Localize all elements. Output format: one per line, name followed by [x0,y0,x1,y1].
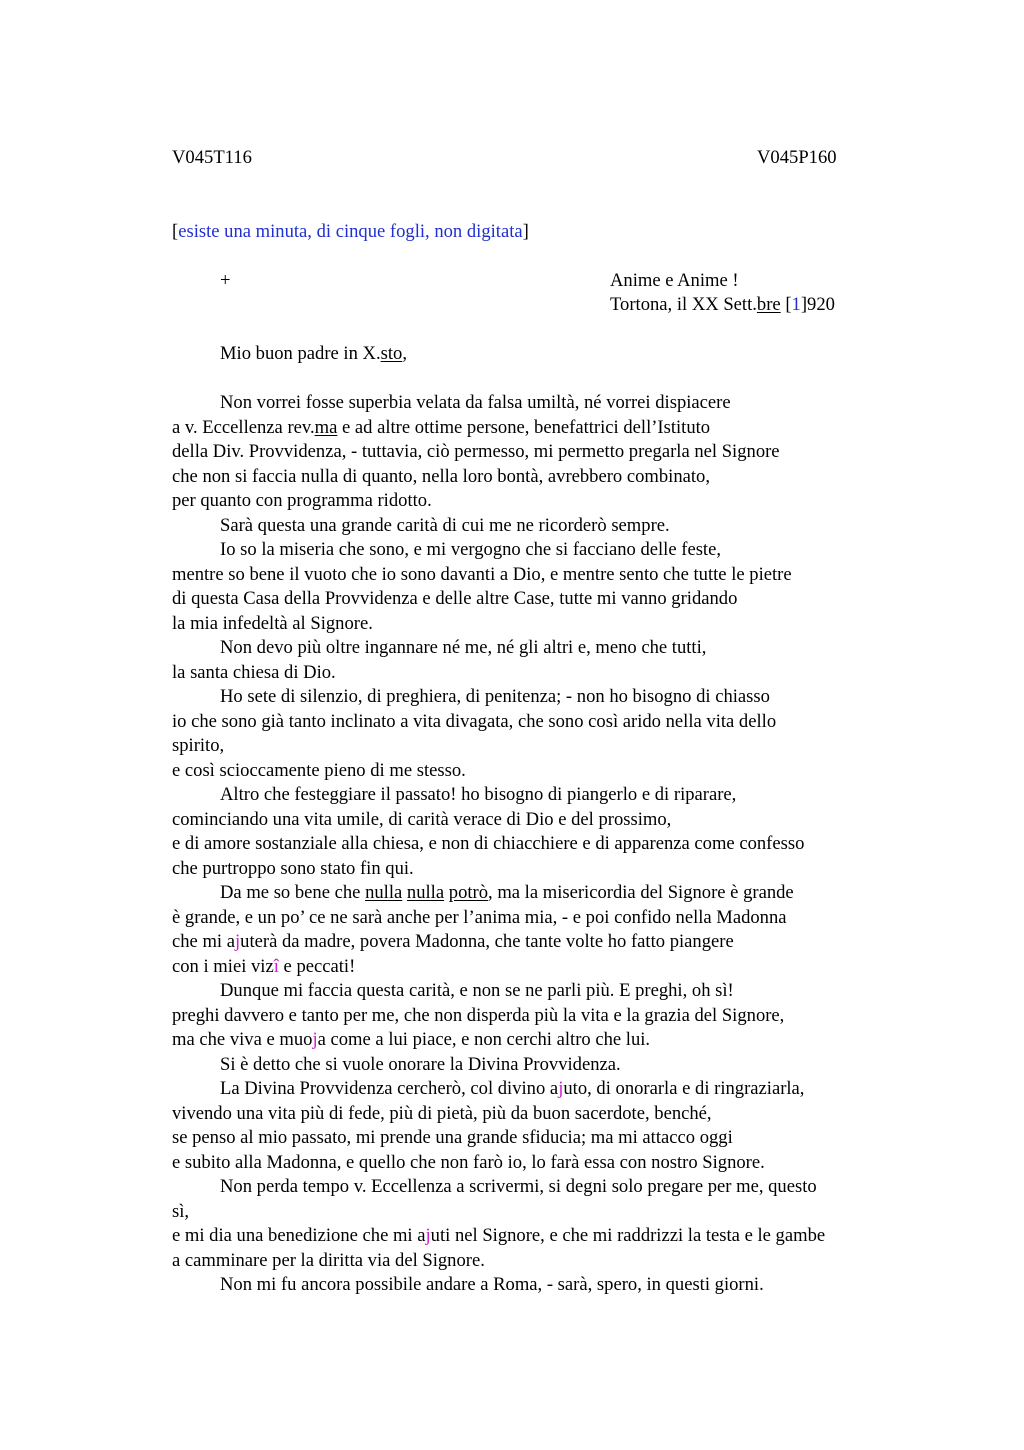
body-line: Altro che festeggiare il passato! ho bisogno di piangerlo e di riparare, [220,784,737,805]
body-line: mentre so bene il vuoto che io sono davanti a Dio, e mentre sento che tutte le pietre [172,563,792,585]
salutation-text: Mio buon padre in X. [220,343,381,364]
body-line [172,1028,650,1053]
body-line: Dunque mi faccia questa carità, e non se ne parli più. E preghi, oh sì! [220,980,734,1001]
note-close-bracket: ] [522,221,529,242]
cross-symbol: + [220,270,231,291]
dateline-place: Tortona, il XX Sett. [610,294,757,315]
corrected-letter: j [558,1078,564,1099]
body-line: della Div. Provvidenza, - tuttavia, ciò permesso, mi permetto pregarla nel Signore [172,441,780,462]
text-run: e mi dia una benedizione che mi a [172,1225,426,1246]
dateline-bracket-open: [ [785,294,792,315]
editorial-note [172,220,529,245]
text-run: e peccati! [278,955,356,977]
body-line [172,1224,825,1249]
body-line: Non perda tempo v. Eccellenza a scrivermi, si degni solo pregare per me, questo [220,1176,817,1197]
text-run: che mi a [172,931,235,952]
body-line: Io so la miseria che sono, e mi vergogno che si facciano delle feste, [220,539,721,560]
body-line [172,930,734,955]
body-line: sì, [172,1200,190,1222]
dateline-year: 920 [807,294,835,315]
salutation-abbr: sto [380,343,403,364]
body-line: la santa chiesa di Dio. [172,661,336,683]
body-line: che purtroppo sono stato fin qui. [172,857,414,879]
body-line [220,881,794,906]
text-run: Da me so bene che [220,882,366,903]
dateline-restored-digit: 1 [791,294,801,315]
body-line [172,416,710,441]
body-line: vivendo una vita più di fede, più di pietà, più da buon sacerdote, benché, [172,1102,712,1124]
body-line: e di amore sostanziale alla chiesa, e non di chiacchiere e di apparenza come confesso [172,833,805,854]
body-line: Non vorrei fosse superbia velata da falsa umiltà, né vorrei dispiacere [220,392,731,413]
underlined-word: potrò [448,882,489,903]
text-run: a come a lui piace, e non cerchi altro che lui. [317,1029,651,1050]
corrected-letter: î [273,955,279,977]
text-run: uto, di onorarla e di ringraziarla, [563,1078,805,1099]
body-line: a camminare per la diritta via del Signore. [172,1249,485,1271]
body-line: che non si faccia nulla di quanto, nella loro bontà, avrebbero combinato, [172,465,711,487]
text-run: La Divina Provvidenza cercherò, col divino a [220,1078,559,1099]
text-run: a v. Eccellenza rev. [172,416,315,438]
motto: Anime e Anime ! [610,270,739,291]
text-run: ma che viva e muo [172,1029,313,1050]
text-run: e ad altre ottime persone, benefattrici dell’Istituto [337,416,711,438]
underlined-abbr: ma [314,416,338,438]
underlined-word: nulla [406,882,445,903]
body-line: Ho sete di silenzio, di preghiera, di penitenza; - non ho bisogno di chiasso [220,686,770,707]
body-line: e così scioccamente pieno di me stesso. [172,759,466,781]
header-left-code: V045T116 [172,147,252,168]
body-line: è grande, e un po’ ce ne sarà anche per l’anima mia, - e poi confido nella Madonna [172,906,787,928]
body-line: io che sono già tanto inclinato a vita divagata, che sono così arido nella vita dello [172,710,777,732]
body-line: spirito, [172,735,225,756]
body-line: la mia infedeltà al Signore. [172,612,373,634]
text-run: uterà da madre, povera Madonna, che tante volte ho fatto piangere [240,931,734,952]
note-open-bracket: [ [172,221,179,242]
body-line: e subito alla Madonna, e quello che non farò io, lo farà essa con nostro Signore. [172,1151,765,1173]
text-run: uti nel Signore, e che mi raddrizzi la testa e le gambe [430,1225,826,1246]
corrected-letter: j [312,1029,318,1050]
text-run: , ma la misericordia del Signore è grande [488,882,794,903]
body-line: Non devo più oltre ingannare né me, né gli altri e, meno che tutti, [220,637,707,658]
corrected-letter: j [425,1225,431,1246]
dateline [610,293,835,318]
body-line [220,1077,804,1102]
underlined-word: nulla [365,882,403,903]
body-line: Si è detto che si vuole onorare la Divina Provvidenza. [220,1053,621,1075]
body-line: preghi davvero e tanto per me, che non disperda più la vita e la grazia del Signore, [172,1004,785,1026]
note-text: esiste una minuta, di cinque fogli, non digitata [178,221,523,242]
salutation-comma: , [402,343,407,364]
dateline-month-abbr: bre [756,294,781,315]
body-line: Sarà questa una grande carità di cui me ne ricorderò sempre. [220,514,670,536]
body-line: cominciando una vita umile, di carità verace di Dio e del prossimo, [172,808,672,830]
corrected-letter: j [234,931,241,952]
header-right-code: V045P160 [757,147,837,168]
salutation [220,342,407,367]
body-line: di questa Casa della Provvidenza e delle altre Case, tutte mi vanno gridando [172,588,738,609]
body-line: per quanto con programma ridotto. [172,490,432,511]
text-run: con i miei viz [172,955,274,977]
body-line [172,955,355,980]
body-line: se penso al mio passato, mi prende una grande sfiducia; ma mi attacco oggi [172,1127,733,1148]
dateline-bracket-close: ] [800,294,808,315]
body-line: Non mi fu ancora possibile andare a Roma, - sarà, spero, in questi giorni. [220,1274,764,1295]
